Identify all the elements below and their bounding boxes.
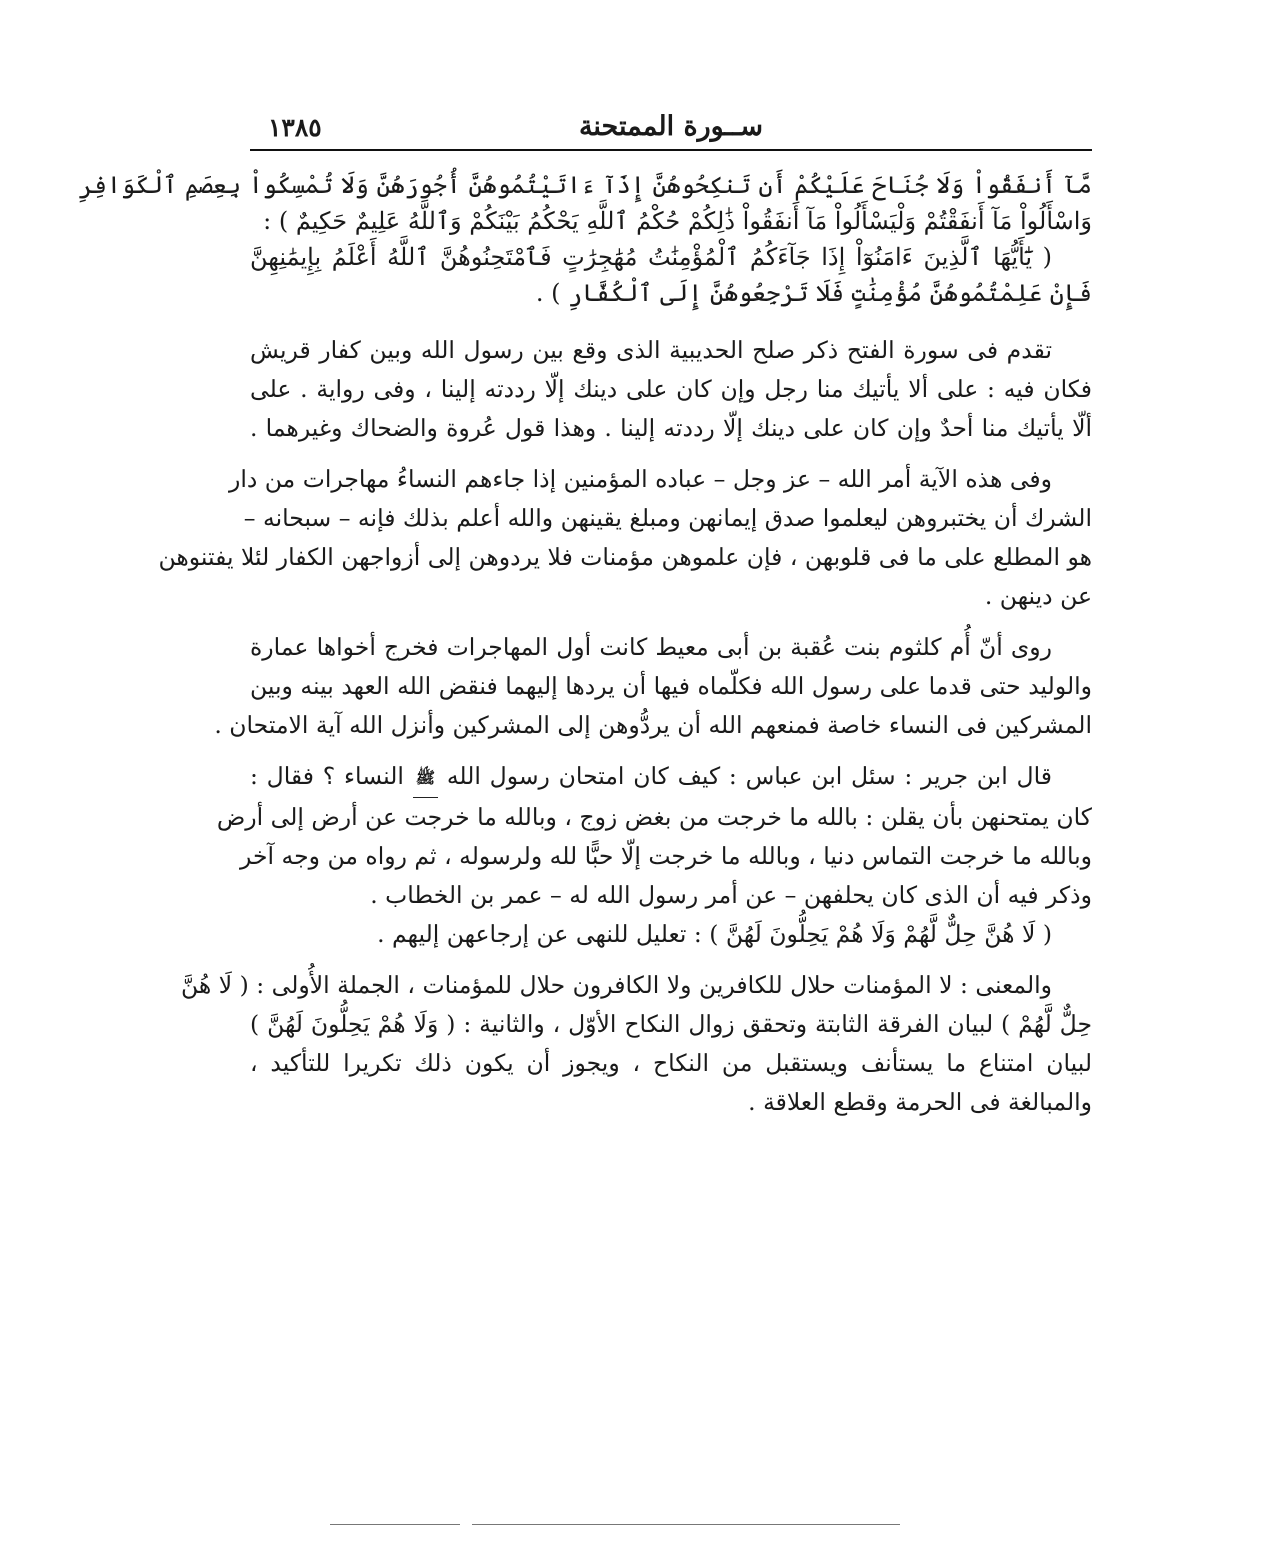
- surah-title: ســورة الممتحنة: [578, 111, 764, 142]
- salla-honorific-icon: ﷺ: [413, 758, 438, 798]
- book-page: [78, 105, 1092, 1122]
- paragraph-line: روى أنّ أُم كلثوم بنت عُقبة بن أبى معيط كانت أول المهاجرات فخرج أخواها عمارة: [250, 633, 1052, 661]
- paragraph-line: وبالله ما خرجت التماس دنيا ، وبالله ما خرجت إلّا حبًّا لله ولرسوله ، ثم رواه من وجه آخر: [240, 841, 1092, 870]
- verse-line: مَّآ أَنفَقُواْ وَلَا جُنَاحَ عَلَيْكُمْ أَن تَنكِحُوهُنَّ إِذَآ ءَاتَيْتُمُوهُنَّ أُجُورَهُنَّ وَلَا تُمْسِكُواْ بِعِصَمِ ٱلْكَوَافِرِ: [78, 171, 1092, 199]
- paragraph-line: المشركين فى النساء خاصة فمنعهم الله أن يردُّوهن إلى المشركين وأنزل الله آية الامتحان .: [214, 711, 1092, 739]
- paragraph-line: فكان فيه : على ألا يأتيك منا رجل وإن كان على دينك إلّا رددته إلينا ، وفى رواية . على: [250, 375, 1092, 403]
- commentary-paragraph: [216, 757, 1092, 915]
- header-divider: [250, 149, 1092, 151]
- page-number: ١٣٨٥: [268, 113, 322, 142]
- paragraph-line: الشرك أن يختبروهن ليعلموا صدق إيمانهن ومبلغ يقينهن والله أعلم بذلك فإنه – سبحانه –: [243, 504, 1092, 532]
- verse-line: وَاسْأَلُواْ مَآ أَنفَقْتُمْ وَلْيَسْأَلُواْ مَآ أَنفَقُواْ ذَٰلِكُمْ حُكْمُ ٱللَّهِ يَحْكُمُ بَيْنَكُمْ وَٱللَّهُ عَلِيمٌ حَكِيمٌ ) :: [263, 207, 1092, 235]
- verse-line: ( يَٰٓأَيُّهَا ٱلَّذِينَ ءَامَنُوٓاْ إِذَا جَآءَكُمُ ٱلْمُؤْمِنَٰتُ مُهَٰجِرَٰتٍ فَٱمْتَحِنُوهُنَّ ٱللَّهُ أَعْلَمُ بِإِيمَٰنِهِنَّ: [250, 243, 1052, 271]
- paragraph-line: والمبالغة فى الحرمة وقطع العلاقة .: [748, 1087, 1092, 1116]
- commentary-paragraph: [214, 628, 1092, 745]
- paragraph-line: والوليد حتى قدما على رسول الله فكلّماه فيها أن يردها إليهما فنقض الله العهد بينه وبين: [250, 672, 1092, 700]
- paragraph-line: وذكر فيه أن الذى كان يحلفهن – عن أمر رسول الله له – عمر بن الخطاب .: [370, 880, 1092, 909]
- quran-verse-block: [78, 167, 1092, 311]
- paragraph-line: [250, 757, 1092, 798]
- paragraph-line: لبيان امتناع ما يستأنف ويستقبل من النكاح ، ويجوز أن يكون ذلك تكريرا للتأكيد ،: [250, 1048, 1092, 1077]
- paragraph-line: وفى هذه الآية أمر الله – عز وجل – عباده المؤمنين إذا جاءهم النساءُ مهاجرات من دار: [228, 465, 1052, 493]
- paragraph-line: تقدم فى سورة الفتح ذكر صلح الحديبية الذى وقع بين رسول الله وبين كفار قريش: [250, 336, 1052, 364]
- paragraph-line: والمعنى : لا المؤمنات حلال للكافرين ولا الكافرون حلال للمؤمنات ، الجملة الأُولى : ( لَا هُنَّ: [180, 970, 1052, 999]
- paragraph-line-tail: النساء ؟ فقال :: [250, 762, 404, 790]
- paragraph-line: كان يمتحنهن بأن يقلن : بالله ما خرجت من بغض زوج ، وبالله ما خرجت عن أرض إلى أرض: [216, 802, 1092, 831]
- footer-rule-short: [330, 1524, 460, 1525]
- verse-line: فَإِنْ عَلِمْتُمُوهُنَّ مُؤْمِنَٰتٍ فَلَا تَرْجِعُوهُنَّ إِلَى ٱلْكُفَّارِ ) .: [535, 279, 1092, 307]
- commentary-paragraph: [180, 966, 1092, 1122]
- commentary-paragraph: [250, 331, 1092, 448]
- paragraph-line: هو المطلع على ما فى قلوبهن ، فإن علموهن مؤمنات فلا يردوهن إلى أزواجهن الكفار لئلا يفتنوهن: [158, 543, 1092, 571]
- paragraph-line-text: قال ابن جرير : سئل ابن عباس : كيف كان امتحان رسول الله: [446, 762, 1052, 790]
- commentary-paragraph: [250, 915, 1092, 954]
- footer-rule-long: [472, 1524, 900, 1525]
- paragraph-line: حِلٌّ لَّهُمْ ) لبيان الفرقة الثابتة وتحقق زوال النكاح الأوّل ، والثانية : ( وَلَا هُمْ يَحِلُّونَ لَهُنَّ ): [250, 1009, 1092, 1038]
- paragraph-line: ( لَا هُنَّ حِلٌّ لَّهُمْ وَلَا هُمْ يَحِلُّونَ لَهُنَّ ) : تعليل للنهى عن إرجاعهن إليهم .: [377, 919, 1052, 948]
- paragraph-line: عن دينهن .: [984, 582, 1092, 610]
- footer-divider: [330, 1524, 900, 1528]
- page-header: [250, 105, 1092, 145]
- commentary-paragraph: [158, 460, 1092, 616]
- paragraph-line: ألّا يأتيك منا أحدٌ وإن كان على دينك إلّا رددته إلينا . وهذا قول عُروة والضحاك وغيرهما .: [250, 414, 1092, 442]
